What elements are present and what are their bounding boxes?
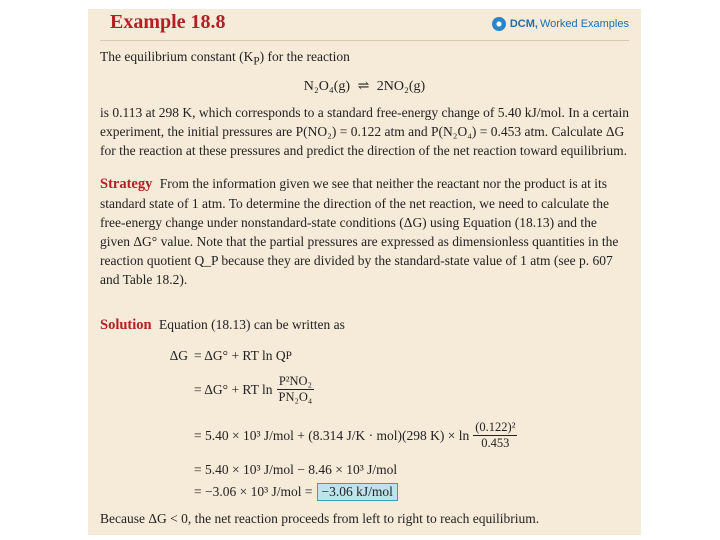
reaction-equation: [100, 78, 629, 95]
textbook-page: [88, 9, 641, 535]
cd-icon: [492, 17, 506, 31]
badge-em: DCM,: [509, 18, 538, 30]
numeric-ratio: $\frac{\text{(0.122)²}}{0.453}$: [475, 420, 516, 451]
product: 2NO₂(g): [376, 78, 426, 94]
example-title: Example 18.8: [110, 11, 226, 33]
equation-line-4: = 5.40 × 10³ J/mol − 8.46 × 10³ J/mol: [194, 461, 398, 477]
strategy-text: From the information given we see that neither the reactant nor the product is at its standard state of 1 atm. To determine the direction of the net reaction, we need to calculate the free-energy change under nonstandard-state conditions (ΔG) using Equation (18.13) and the given ΔG° value. Note that the partial pressures are expressed as dimensionless quantities in the reaction quotient Q_P because they are divided by the standard-state value of 1 atm (see p. 607 and Table 18.2).: [100, 175, 619, 287]
worked-examples-badge: [492, 17, 629, 31]
problem-intro: The equilibrium constant $(K_P)$ for the reaction: [100, 49, 350, 68]
reactant: N₂O₄(g): [303, 78, 351, 94]
equation-line-1: ΔG = ΔG° + RT ln Q P: [169, 347, 292, 363]
final-answer: −3.06 kJ/mol: [317, 483, 398, 501]
solution-section: [100, 315, 629, 503]
equation-line-5: = −3.06 × 10³ J/mol = −3.06 kJ/mol: [158, 481, 629, 503]
solution-text: Equation (18.13) can be written as: [158, 316, 345, 332]
badge-rest: Worked Examples: [539, 18, 629, 30]
equation-block: [158, 345, 629, 503]
conclusion-text: Because ΔG < 0, the net reaction proceeds from left to right to reach equilibrium.: [100, 511, 540, 526]
pressure-ratio: $\frac{\text{P²NO₂}}{\text{PN₂O₄}}$: [278, 374, 313, 405]
solution-label: Solution: [100, 316, 152, 333]
equilibrium-arrow-icon: ⇌: [357, 78, 370, 94]
equation-line-2: = ΔG° + RT ln $\frac{\text{P²NO₂}}{\text{PN₂O₄}}$: [194, 374, 313, 405]
problem-body: is 0.113 at 298 K, which corresponds to a standard free-energy change of 5.40 kJ/mol. In a certain experiment, the initial pressures are P(NO₂) = 0.122 atm and P(N₂O₄) = 0.453 atm. Calculate ΔG for the reaction at these pressures and predict the direction of the net reaction toward equilibrium.: [100, 104, 629, 158]
strategy-section: [100, 174, 629, 289]
example-header: [100, 9, 629, 41]
strategy-label: Strategy: [100, 175, 153, 192]
equation-line-3: = 5.40 × 10³ J/mol + (8.314 J/K · mol)(298 K) × ln $\frac{\text{(0.122)²}}{0.453}$: [194, 420, 516, 451]
